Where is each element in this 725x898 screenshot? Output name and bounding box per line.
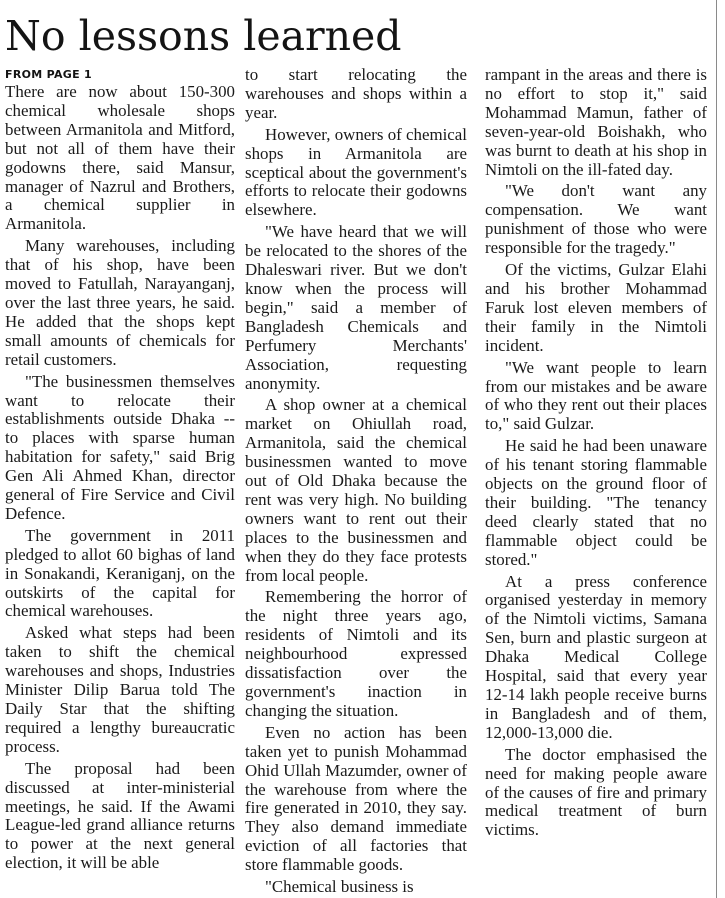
paragraph: Even no action has been taken yet to punish Mohammad Ohid Ullah Mazumder, owner of the warehouse from where the fire generated in 2010, they say. They also demand immediate eviction of all factories that store flammable goods.: [245, 722, 467, 875]
paragraph: The government in 2011 pledged to allot 60 bighas of land in Sonakandi, Keraniganj, on the outskirts of the capital for chemical warehouses.: [5, 525, 235, 621]
paragraph: rampant in the areas and there is no effort to stop it," said Mohammad Mamun, father of seven-year-old Boishakh, who was burnt to death at his shop in Nimtoli on the ill-fated day.: [485, 65, 707, 179]
paragraph: Of the victims, Gulzar Elahi and his brother Mohammad Faruk lost eleven members of their family in the Nimtoli incident.: [485, 260, 707, 355]
article-column-1: [5, 66, 235, 873]
paragraph: to start relocating the warehouses and shops within a year.: [245, 65, 467, 122]
paragraph: Remembering the horror of the night three years ago, residents of Nimtoli and its neighbourhood expressed dissatisfaction over the government's inaction in changing the situation.: [245, 587, 467, 720]
paragraph: Asked what steps had been taken to shift the chemical warehouses and shops, Industries Minister Dilip Barua told The Daily Star that the shifting required a lengthy bureaucratic process.: [5, 623, 235, 756]
paragraph: The doctor emphasised the need for making people aware of the causes of fire and primary medical treatment of burn victims.: [485, 744, 707, 840]
paragraph: "We want people to learn from our mistakes and be aware of who they rent out their places to," said Gulzar.: [485, 357, 707, 434]
paragraph: "We don't want any compensation. We want punishment of those who were responsible for the tragedy.": [485, 181, 707, 258]
paragraph: However, owners of chemical shops in Armanitola are sceptical about the government's efforts to relocate their godowns elsewhere.: [245, 124, 467, 220]
continuation-kicker: FROM PAGE 1: [5, 68, 93, 81]
article-column-3: [485, 66, 707, 840]
paragraph: "Chemical business is: [265, 877, 414, 897]
article-column-2: [245, 66, 467, 897]
headline: No lessons learned: [5, 12, 402, 60]
paragraph: "We have heard that we will be relocated to the shores of the Dhaleswari river. But we don't know when the process will begin," said a member of Bangladesh Chemicals and Perfumery Merchants' Association, requesting anonymity.: [245, 222, 467, 393]
column-edge-rule: [716, 0, 717, 898]
paragraph: A shop owner at a chemical market on Ohiullah road, Armanitola, said the chemical businessmen wanted to move out of Old Dhaka because the rent was very high. No building owners want to rent out their places to the businessmen and when they do they face protests from local people.: [245, 395, 467, 585]
paragraph: At a press conference organised yesterday in memory of the Nimtoli victims, Samana Sen, burn and plastic surgeon at Dhaka Medical College Hospital, said that every year 12-14 lakh people receive burns in Bangladesh and of them, 12,000-13,000 die.: [485, 571, 707, 742]
paragraph: Many warehouses, including that of his shop, have been moved to Fatullah, Narayanganj, over the last three years, he said. He added that the shops kept small amounts of chemicals for retail customers.: [5, 236, 235, 369]
paragraph: The proposal had been discussed at inter-ministerial meetings, he said. If the Awami League-led grand alliance returns to power at the next general election, it will be able: [5, 758, 235, 873]
paragraph: There are now about 150-300 chemical wholesale shops between Armanitola and Mitford, but not all of them have their godowns there, said Mansur, manager of Nazrul and Brothers, a chemical supplier in Armanitola.: [5, 82, 235, 234]
paragraph: He said he had been unaware of his tenant storing flammable objects on the ground floor of their building. "The tenancy deed clearly stated that no flammable object could be stored.": [485, 436, 707, 569]
paragraph: "The businessmen themselves want to relocate their establishments outside Dhaka -- to places with sparse human habitation for safety," said Brig Gen Ali Ahmed Khan, director general of Fire Service and Civil Defence.: [5, 371, 235, 523]
